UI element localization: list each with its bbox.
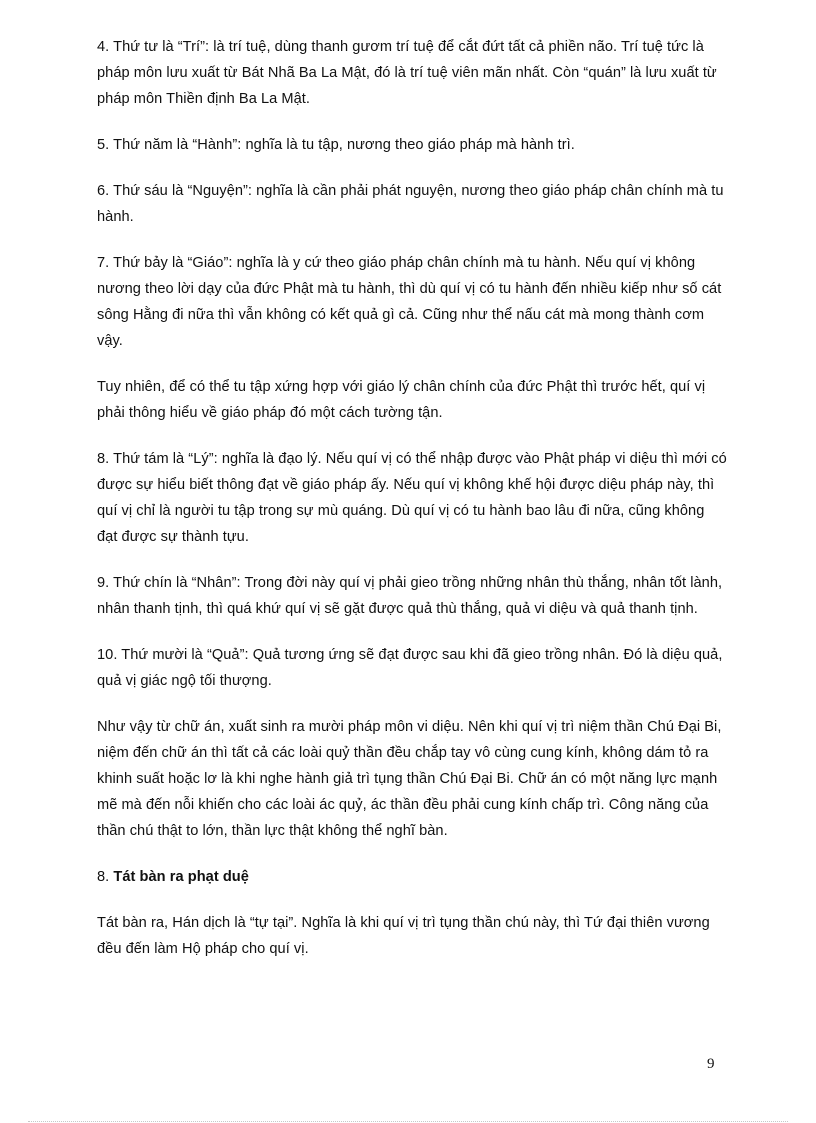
paragraph-hanh: 5. Thứ năm là “Hành”: nghĩa là tu tập, nương theo giáo pháp mà hành trì. <box>97 137 575 153</box>
paragraph-giao: 7. Thứ bảy là “Giáo”: nghĩa là y cứ theo giáo pháp chân chính mà tu hành. Nếu quí vị không nương theo lời dạy của đức Phật mà tu hành, thì dù quí vị có tu hành đến nhiều kiếp như số cát sông Hằng đi nữa thì vẫn không có kết quả gì cả. Cũng như thể nấu cát mà mong thành cơm vậy. <box>97 255 722 349</box>
paragraph-qua: 10. Thứ mười là “Quả”: Quả tương ứng sẽ đạt được sau khi đã gieo trồng nhân. Đó là diệu quả, quả vị giác ngộ tối thượng. <box>97 647 723 689</box>
paragraph-tat-ban-ra: Tát bàn ra, Hán dịch là “tự tại”. Nghĩa là khi quí vị trì tụng thần chú này, thì Tứ đại thiên vương đều đến làm Hộ pháp cho quí vị. <box>97 915 710 957</box>
paragraph-tri: 4. Thứ tư là “Trí”: là trí tuệ, dùng thanh gươm trí tuệ để cắt đứt tất cả phiền não. Trí tuệ tức là pháp môn lưu xuất từ Bát Nhã Ba La Mật, đó là trí tuệ viên mãn nhất. Còn “quán” là lưu xuất từ pháp môn Thiền định Ba La Mật. <box>97 39 717 107</box>
section-heading-title: Tát bàn ra phạt duệ <box>113 869 249 885</box>
page-number: 9 <box>707 1056 715 1072</box>
page-bottom-divider <box>28 1121 788 1122</box>
paragraph-nhan: 9. Thứ chín là “Nhân”: Trong đời này quí vị phải gieo trồng những nhân thù thắng, nhân tốt lành, nhân thanh tịnh, thì quá khứ quí vị sẽ gặt được quả thù thắng, quả vi diệu và quả thanh tịnh. <box>97 575 723 617</box>
paragraph-nguyen: 6. Thứ sáu là “Nguyện”: nghĩa là cần phải phát nguyện, nương theo giáo pháp chân chính mà tu hành. <box>97 183 724 225</box>
section-heading-number: 8. <box>97 869 110 885</box>
paragraph-summary: Như vậy từ chữ án, xuất sinh ra mười pháp môn vi diệu. Nên khi quí vị trì niệm thần Chú Đại Bi, niệm đến chữ án thì tất cả các loài quỷ thần đều chắp tay vô cùng cung kính, không dám tỏ ra khinh suất hoặc lơ là khi nghe hành giả trì tụng thần Chú Đại Bi. Chữ án có một năng lực mạnh mẽ mà đến nỗi khiến cho các loài ác quỷ, ác thần đều phải cung kính chấp trì. Công năng của thần chú thật to lớn, thần lực thật không thể nghĩ bàn. <box>97 719 722 839</box>
section-heading <box>97 864 727 890</box>
document-page <box>97 34 727 982</box>
paragraph-ly: 8. Thứ tám là “Lý”: nghĩa là đạo lý. Nếu quí vị có thể nhập được vào Phật pháp vi diệu thì mới có được sự hiểu biết thông đạt về giáo pháp ấy. Nếu quí vị không khế hội được diệu pháp này, thì quí vị chỉ là người tu tập trong sự mù quáng. Dù quí vị có tu hành bao lâu đi nữa, cũng không đạt được sự thành tựu. <box>97 451 727 545</box>
paragraph-tuy-nhien: Tuy nhiên, để có thể tu tập xứng hợp với giáo lý chân chính của đức Phật thì trước hết, quí vị phải thông hiểu về giáo pháp đó một cách tường tận. <box>97 379 706 421</box>
